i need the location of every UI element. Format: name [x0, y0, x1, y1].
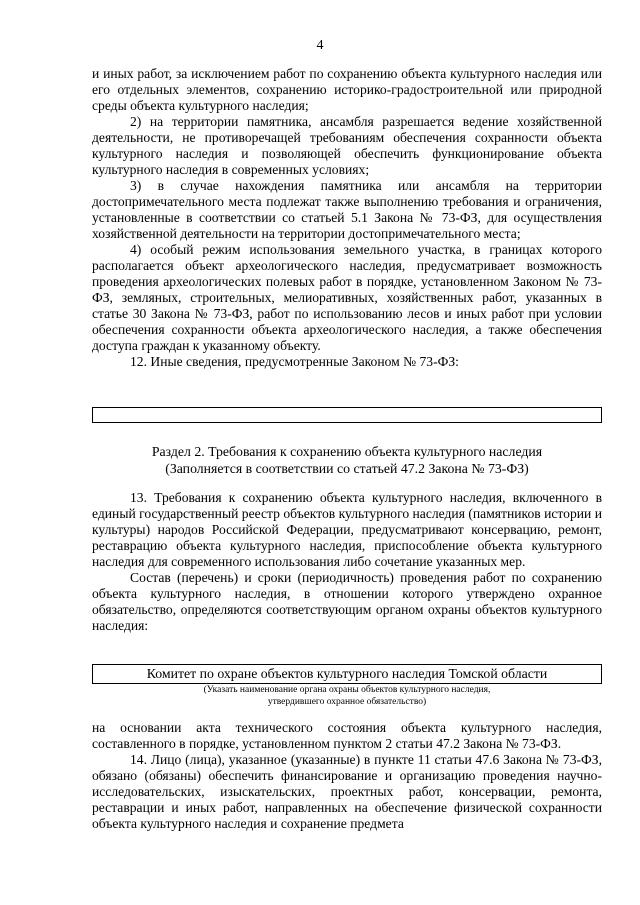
empty-field-box: [92, 407, 602, 423]
text-block-middle: [92, 490, 602, 634]
paragraph: 2) на территории памятника, ансамбля разрешается ведение хозяйственной деятельности, не противоречащей требованиям обеспечения сохранности объекта культурного наследия и позволяющей обеспечить функционирование объекта культурного наследия в современных условиях;: [92, 114, 602, 177]
text-block-bottom: [92, 720, 602, 832]
paragraph: 14. Лицо (лица), указанное (указанные) в пункте 11 статьи 47.6 Закона № 73-ФЗ, обязано (обязаны) обеспечить финансирование и организацию проведения научно-исследовательских, изыскательских, проектных работ, консервации, ремонта, реставрации и иных работ, направленных на обеспечение физической сохранности объекта культурного наследия и сохранение предмета: [92, 752, 602, 831]
section-heading: [92, 443, 602, 477]
organ-name-box: Комитет по охране объектов культурного наследия Томской области: [92, 664, 602, 684]
text-block-top: [92, 66, 602, 370]
section-subtitle: (Заполняется в соответствии со статьей 47.2 Закона № 73-ФЗ): [165, 461, 529, 476]
organ-note: [92, 684, 602, 708]
paragraph: 3) в случае нахождения памятника или ансамбля на территории достопримечательного места подлежат также выполнению требования и ограничения, установленные в соответствии со статьей 5.1 Закона № 73-ФЗ, для осуществления хозяйственной деятельности на территории достопримечательного места;: [92, 178, 602, 241]
paragraph: Состав (перечень) и сроки (периодичность) проведения работ по сохранению объекта культурного наследия, в отношении которого утверждено охранное обязательство, определяются соответствующим органом охраны объектов культурного наследия:: [92, 570, 602, 633]
section-title: Раздел 2. Требования к сохранению объекта культурного наследия: [151, 444, 543, 459]
organ-note-line: утвердившего охранное обязательство): [267, 697, 427, 707]
page-number: 4: [316, 38, 324, 53]
paragraph: 12. Иные сведения, предусмотренные Законом № 73-ФЗ:: [130, 354, 459, 369]
paragraph: 13. Требования к сохранению объекта культурного наследия, включенного в единый государственный реестр объектов культурного наследия (памятников истории и культуры) народов Российской Федерации, предусматривают консервацию, ремонт, реставрацию объекта культурного наследия, приспособление объекта культурного наследия для современного использования либо сочетание указанных мер.: [92, 490, 602, 569]
paragraph: и иных работ, за исключением работ по сохранению объекта культурного наследия или его отдельных элементов, сохранению историко-градостроительной или природной среды объекта культурного наследия;: [92, 66, 602, 113]
paragraph: на основании акта технического состояния объекта культурного наследия, составленного в порядке, установленном пунктом 2 статьи 47.2 Закона № 73-ФЗ.: [92, 720, 602, 751]
paragraph: 4) особый режим использования земельного участка, в границах которого располагается объект археологического наследия, предусматривает возможность проведения археологических полевых работ в порядке, установленном Законом № 73-ФЗ, земляных, строительных, мелиоративных, хозяйственных работ, указанных в статье 30 Закона № 73-ФЗ, работ по использованию лесов и иных работ при условии обеспечения сохранности объекта археологического наследия, а также обеспечения доступа граждан к указанному объекту.: [92, 242, 602, 353]
organ-note-line: (Указать наименование органа охраны объектов культурного наследия,: [203, 685, 491, 695]
